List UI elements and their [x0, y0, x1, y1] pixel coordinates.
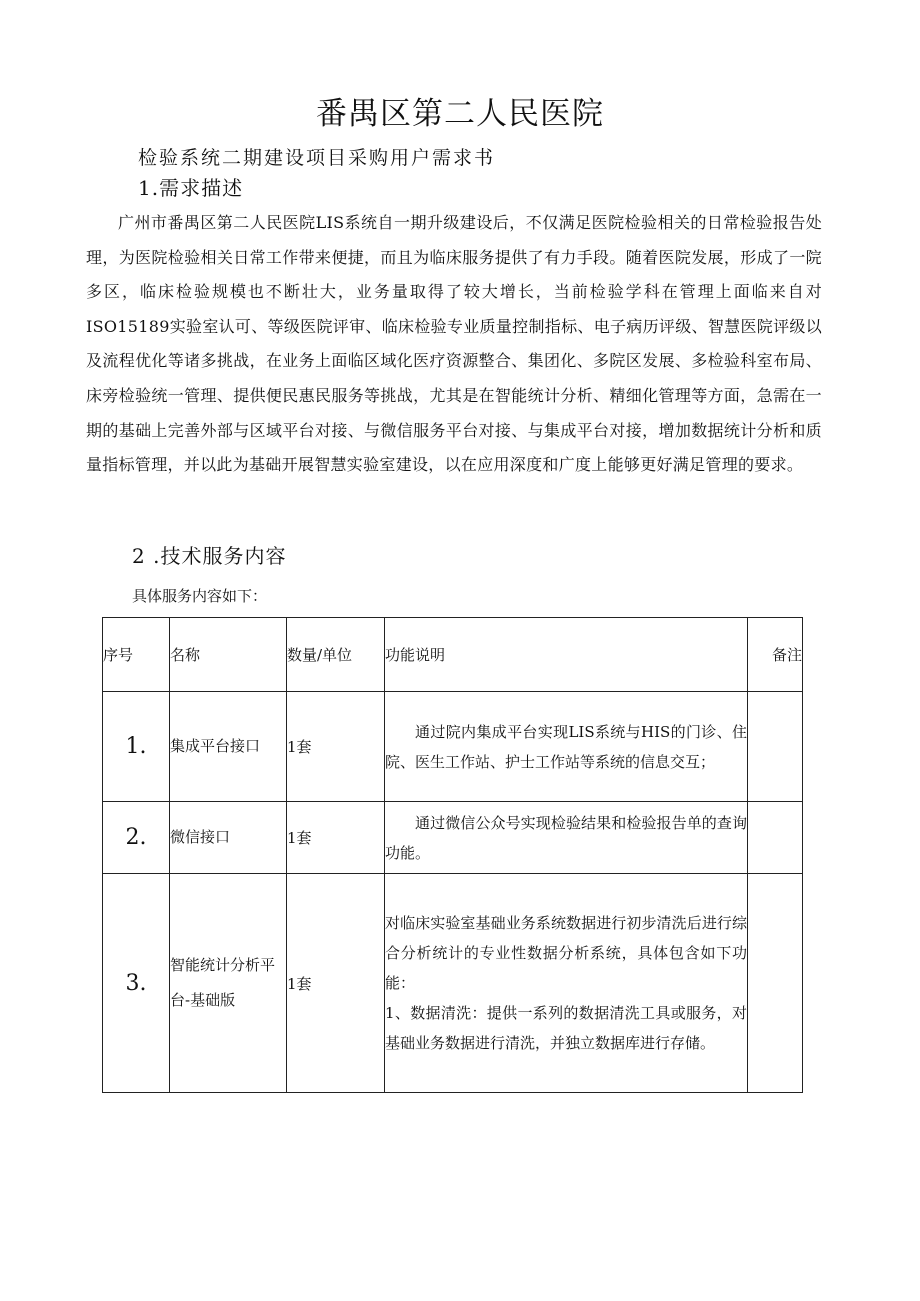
- section-2-heading: 2 .技术服务内容: [132, 544, 287, 568]
- section-2-intro: 具体服务内容如下：: [132, 587, 268, 605]
- row-number: 1.: [103, 692, 170, 802]
- row-qty: 1套: [287, 802, 385, 874]
- header-no: 序号: [103, 618, 170, 692]
- row-name: 智能统计分析平台-基础版: [170, 874, 287, 1093]
- document-title: 番禺区第二人民医院: [316, 96, 604, 132]
- row-number: 2.: [103, 802, 170, 874]
- row-remark: [748, 692, 803, 802]
- table-row: [103, 802, 803, 874]
- row-desc-intro: 对临床实验室基础业务系统数据进行初步清洗后进行综合分析统计的专业性数据分析系统，具体包含如下功能：: [385, 914, 747, 992]
- document-subtitle: 检验系统二期建设项目采购用户需求书: [138, 147, 496, 169]
- table-header-row: [103, 618, 803, 692]
- row-desc: [385, 874, 748, 1093]
- section-1-paragraph: 广州市番禺区第二人民医院LIS系统自一期升级建设后，不仅满足医院检验相关的日常检验报告处理，为医院检验相关日常工作带来便捷，而且为临床服务提供了有力手段。随着医院发展，形成了一院多区，临床检验规模也不断壮大，业务量取得了较大增长，当前检验学科在管理上面临来自对ISO15189实验室认可、等级医院评审、临床检验专业质量控制指标、电子病历评级、智慧医院评级以及流程优化等诸多挑战，在业务上面临区域化医疗资源整合、集团化、多院区发展、多检验科室布局、床旁检验统一管理、提供便民惠民服务等挑战，尤其是在智能统计分析、精细化管理等方面，急需在一期的基础上完善外部与区域平台对接、与微信服务平台对接、与集成平台对接，增加数据统计分析和质量指标管理，并以此为基础开展智慧实验室建设，以在应用深度和广度上能够更好满足管理的要求。: [86, 213, 822, 475]
- row-qty: 1套: [287, 874, 385, 1093]
- table-row: [103, 874, 803, 1093]
- section-1-heading: 1.需求描述: [138, 176, 244, 200]
- row-number: 3.: [103, 874, 170, 1093]
- header-remark: 备注: [748, 618, 803, 692]
- header-name: 名称: [170, 618, 287, 692]
- row-remark: [748, 802, 803, 874]
- table-row: [103, 692, 803, 802]
- header-qty: 数量/单位: [287, 618, 385, 692]
- row-desc: 通过微信公众号实现检验结果和检验报告单的查询功能。: [385, 802, 748, 874]
- header-desc: 功能说明: [385, 618, 748, 692]
- row-name: 集成平台接口: [170, 692, 287, 802]
- row-qty: 1套: [287, 692, 385, 802]
- row-desc: 通过院内集成平台实现LIS系统与HIS的门诊、住院、医生工作站、护士工作站等系统的信息交互；: [385, 692, 748, 802]
- row-remark: [748, 874, 803, 1093]
- row-name: 微信接口: [170, 802, 287, 874]
- service-table: [102, 617, 803, 1093]
- row-desc-item: 1、数据清洗：提供一系列的数据清洗工具或服务，对基础业务数据进行清洗，并独立数据库进行存储。: [385, 1004, 747, 1052]
